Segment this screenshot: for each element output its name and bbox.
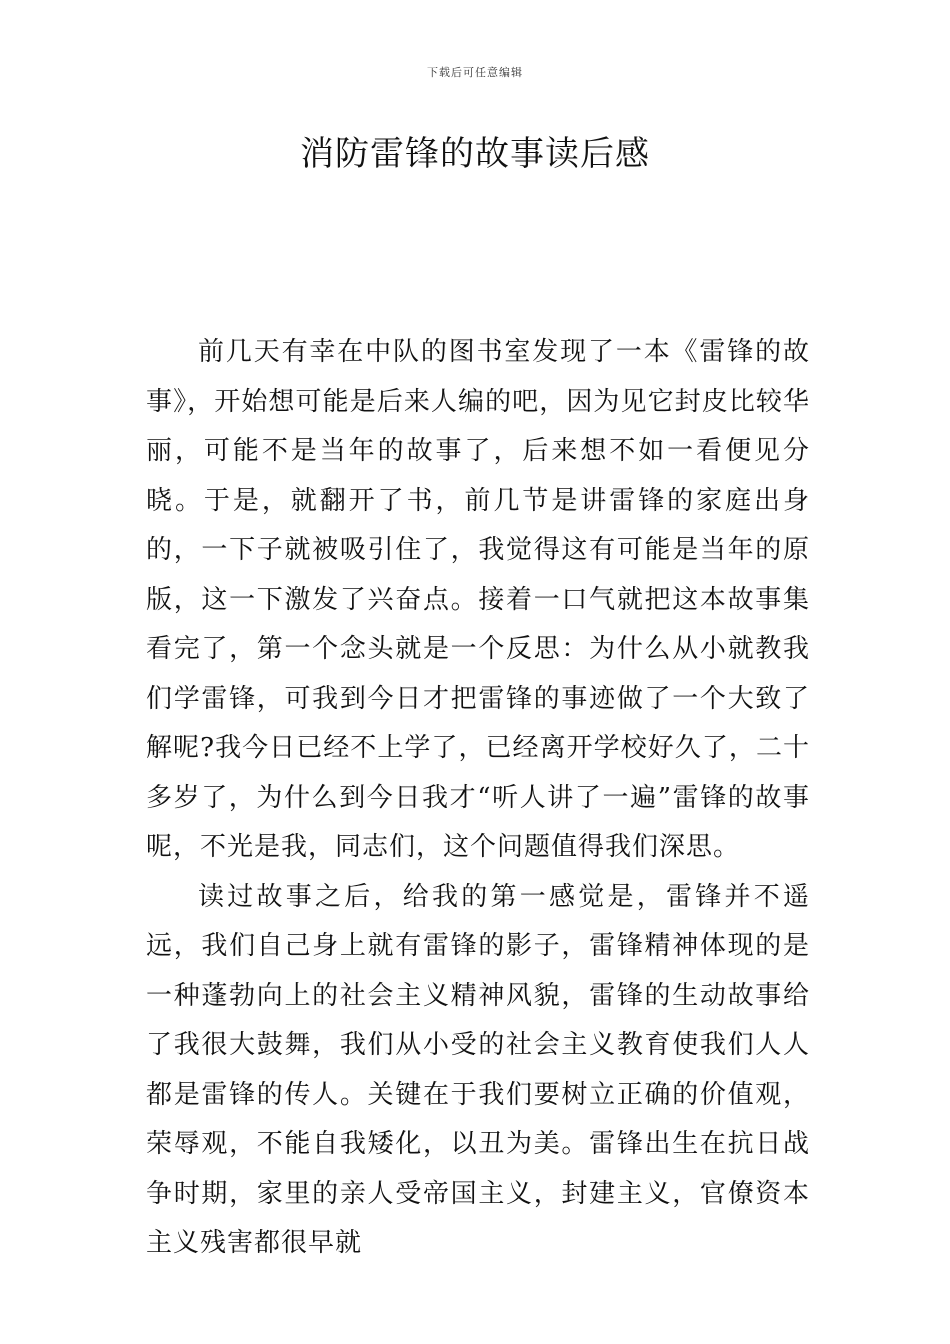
paragraph-1: 前几天有幸在中队的图书室发现了一本《雷锋的故事》，开始想可能是后来人编的吧，因为见它封皮比较华丽，可能不是当年的故事了，后来想不如一看便见分晓。于是，就翻开了书，前几节是讲雷锋的家庭出身的，一下子就被吸引住了，我觉得这有可能是当年的原版，这一下激发了兴奋点。接着一口气就把这本故事集看完了，第一个念头就是一个反思：为什么从小就教我们学雷锋，可我到今日才把雷锋的事迹做了一个大致了解呢?我今日已经不上学了，已经离开学校好久了，二十多岁了，为什么到今日我才“听人讲了一遍”雷锋的故事呢，不光是我，同志们，这个问题值得我们深思。 [146,337,810,862]
document-body [146,328,810,1269]
paragraph-2: 读过故事之后，给我的第一感觉是，雷锋并不遥远，我们自己身上就有雷锋的影子，雷锋精神体现的是一种蓬勃向上的社会主义精神风貌，雷锋的生动故事给了我很大鼓舞，我们从小受的社会主义教育使我们人人都是雷锋的传人。关键在于我们要树立正确的价值观，荣辱观，不能自我矮化，以丑为美。雷锋出生在抗日战争时期，家里的亲人受帝国主义，封建主义，官僚资本主义残害都很早就 [146,881,810,1258]
header-note: 下载后可任意编辑 [427,66,523,79]
document-title: 消防雷锋的故事读后感 [300,134,650,174]
